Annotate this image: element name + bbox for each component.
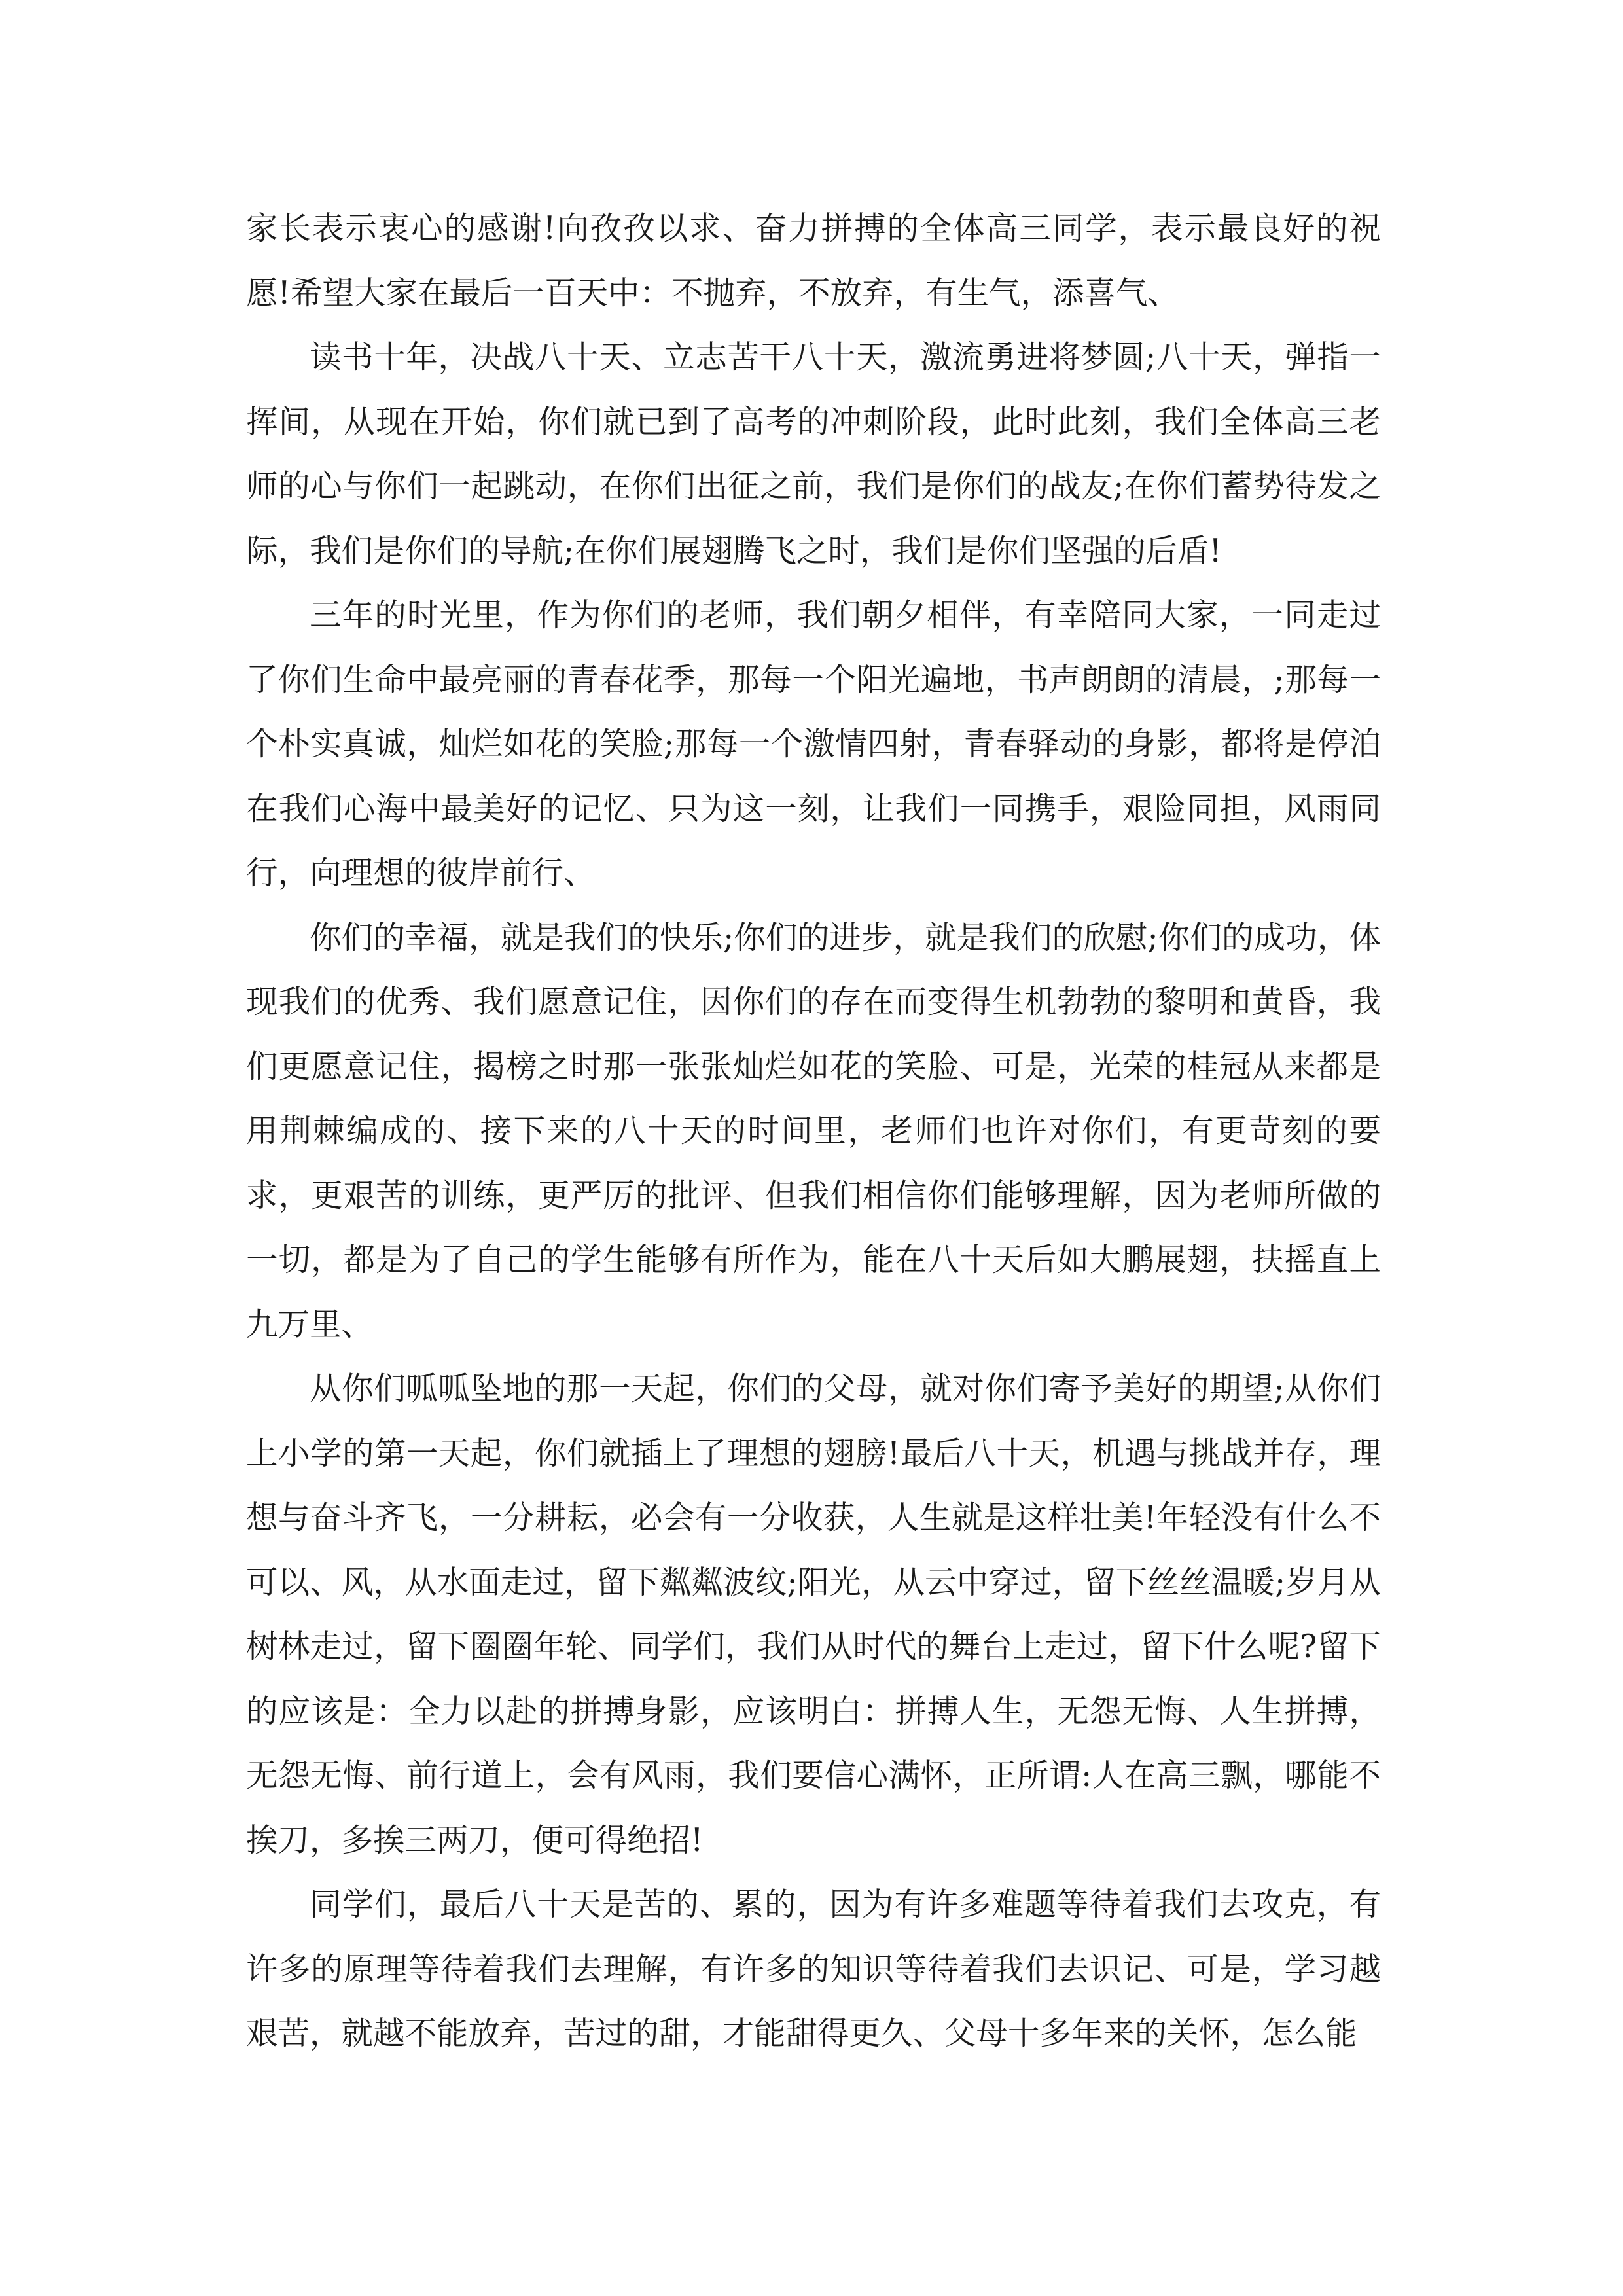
paragraph: 从你们呱呱坠地的那一天起，你们的父母，就对你们寄予美好的期望;从你们上小学的第一天起，你们就插上了理想的翅膀!最后八十天，机遇与挑战并存，理想与奋斗齐飞，一分耕耘，必会有一分收获，人生就是这样壮美!年轻没有什么不可以、风，从水面走过，留下粼粼波纹;阳光，从云中穿过，留下丝丝温暖;岁月从树林走过，留下圈圈年轮、同学们，我们从时代的舞台上走过，留下什么呢?留下的应该是：全力以赴的拼搏身影，应该明白：拼搏人生，无怨无悔、人生拼搏，无怨无悔、前行道上，会有风雨，我们要信心满怀，正所谓:人在高三飘，哪能不挨刀，多挨三两刀，便可得绝招!	[246, 1371, 1381, 1859]
paragraph: 同学们，最后八十天是苦的、累的，因为有许多难题等待着我们去攻克，有许多的原理等待着我们去理解，有许多的知识等待着我们去识记、可是，学习越艰苦，就越不能放弃，苦过的甜，才能甜得更久、父母十多年来的关怀，怎么能	[246, 1886, 1381, 2052]
document-body	[246, 196, 1381, 2066]
paragraph: 你们的幸福，就是我们的快乐;你们的进步，就是我们的欣慰;你们的成功，体现我们的优秀、我们愿意记住，因你们的存在而变得生机勃勃的黎明和黄昏，我们更愿意记住，揭榜之时那一张张灿烂如花的笑脸、可是，光荣的桂冠从来都是用荆棘编成的、接下来的八十天的时间里，老师们也许对你们，有更苛刻的要求，更艰苦的训练，更严厉的批评、但我们相信你们能够理解，因为老师所做的一切，都是为了自己的学生能够有所作为，能在八十天后如大鹏展翅，扶摇直上九万里、	[246, 919, 1381, 1343]
paragraph: 读书十年，决战八十天、立志苦干八十天，激流勇进将梦圆;八十天，弹指一挥间，从现在开始，你们就已到了高考的冲刺阶段，此时此刻，我们全体高三老师的心与你们一起跳动，在你们出征之前，我们是你们的战友;在你们蓄势待发之际，我们是你们的导航;在你们展翅腾飞之时，我们是你们坚强的后盾!	[246, 339, 1381, 569]
paragraph-continuation: 家长表示衷心的感谢!向孜孜以求、奋力拼搏的全体高三同学，表示最良好的祝愿!希望大家在最后一百天中：不抛弃，不放弃，有生气，添喜气、	[246, 210, 1381, 312]
paragraph: 三年的时光里，作为你们的老师，我们朝夕相伴，有幸陪同大家，一同走过了你们生命中最亮丽的青春花季，那每一个阳光遍地，书声朗朗的清晨，;那每一个朴实真诚，灿烂如花的笑脸;那每一个激情四射，青春驿动的身影，都将是停泊在我们心海中最美好的记忆、只为这一刻，让我们一同携手，艰险同担，风雨同行，向理想的彼岸前行、	[246, 597, 1381, 891]
